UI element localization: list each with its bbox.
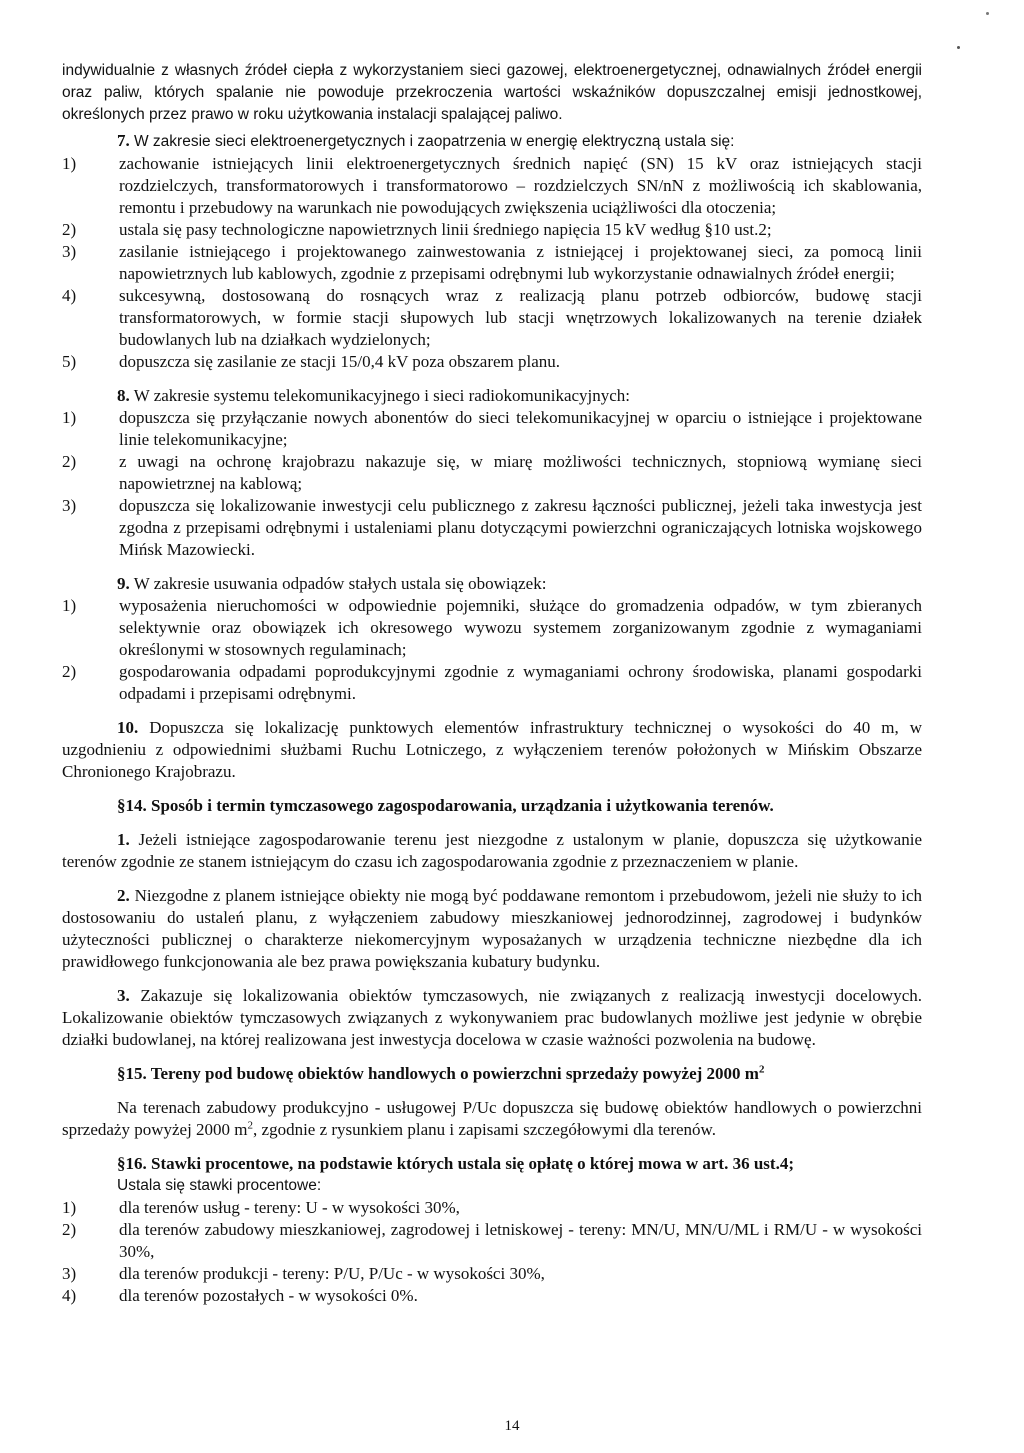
list-item-number: 4): [62, 1286, 77, 1305]
section-9-lead: [62, 573, 922, 595]
list-item: [62, 351, 922, 373]
list-item-number: 1): [62, 408, 77, 427]
section-9-lead-text: W zakresie usuwania odpadów stałych ustala się obowiązek:: [133, 574, 547, 593]
list-item: [62, 495, 922, 561]
point-text: Niezgodne z planem istniejące obiekty nie mogą być poddawane remontom i przebudowom, jeżeli nie służy to ich dostosowaniu do ustaleń planu, z wyłączeniem zabudowy mieszkaniowej jednorodzinnej, zagrodowej i budynków użyteczności publicznej o charakterze niekomercyjnym wyposażanych w urządzenia techniczne niezbędne dla ich prawidłowego funkcjonowania ale bez prawa powiększania kubatury budynku.: [62, 886, 922, 971]
list-item-number: 5): [62, 352, 77, 371]
list-item: [62, 661, 922, 705]
superscript: 2: [247, 1119, 254, 1132]
list-item: [62, 1263, 922, 1285]
paragraph-15-text-b: , zgodnie z rysunkiem planu i zapisami szczegółowymi dla terenów.: [253, 1120, 716, 1139]
list-item-text: gospodarowania odpadami poprodukcyjnymi zgodnie z wymaganiami ochrony środowiska, planami gospodarki odpadami i przepisami odrębnymi.: [119, 662, 922, 703]
section-number: 10.: [117, 718, 139, 737]
section-10-text: Dopuszcza się lokalizację punktowych elementów infrastruktury technicznej o wysokości do 40 m, w uzgodnieniu z odpowiednimi służbami Ruchu Lotniczego, z wyłączeniem terenów położonych w Mińskim Obszarze Chronionego Krajobrazu.: [62, 718, 922, 781]
section-10: [62, 717, 922, 783]
point-text: Jeżeli istniejące zagospodarowanie terenu jest niezgodne z ustalonym w planie, dopuszcza się użytkowanie terenów zgodnie ze stanem istniejącym do czasu ich zagospodarowania zgodnie z przeznaczeniem w planie.: [62, 830, 922, 871]
list-item: [62, 407, 922, 451]
list-item-text: dopuszcza się lokalizowanie inwestycji celu publicznego z zakresu łączności publicznej, jeżeli taka inwestycja jest zgodna z przepisami odrębnymi i ustaleniami planu dotyczącymi powierzchni ograniczających lotniska wojskowego Mińsk Mazowiecki.: [119, 496, 922, 559]
list-item-number: 3): [62, 1264, 77, 1283]
paragraph-15-text-a: Na terenach zabudowy produkcyjno - usługowej P/Uc dopuszcza się budowę obiektów handlowych o powierzchni sprzedaży powyżej 2000 m: [62, 1098, 922, 1139]
point-text: Zakazuje się lokalizowania obiektów tymczasowych, nie związanych z realizacją inwestycji docelowych. Lokalizowanie obiektów tymczasowych związanych z wykonywaniem prac budowlanych możliwe jest jedynie w obrębie działki budowlanej, na której realizowana jest inwestycja docelowa w czasie ważności pozwolenia na budowę.: [62, 986, 922, 1049]
paragraph-15-heading-text: §15. Tereny pod budowę obiektów handlowych o powierzchni sprzedaży powyżej 2000 m: [117, 1064, 759, 1083]
list-item-text: zasilanie istniejącego i projektowanego zainwestowania z istniejącej i projektowanej sieci, za pomocą linii napowietrznych lub kablowych, zgodnie z przepisami odrębnymi lub wykorzystanie odnawialnych źródeł energii;: [119, 242, 922, 283]
list-item-text: dla terenów produkcji - tereny: P/U, P/Uc - w wysokości 30%,: [119, 1264, 545, 1283]
list-item-text: dopuszcza się zasilanie ze stacji 15/0,4 kV poza obszarem planu.: [119, 352, 561, 371]
list-item-text: dopuszcza się przyłączanie nowych abonentów do sieci telekomunikacyjnej w oparciu o istniejące i projektowane linie telekomunikacyjne;: [119, 408, 922, 449]
page-content: [62, 60, 922, 1307]
list-item-number: 2): [62, 452, 77, 471]
scan-speck: [957, 46, 960, 49]
point-number: 3.: [117, 986, 130, 1005]
page-number: 14: [504, 1418, 520, 1434]
paragraph-14-point: [62, 885, 922, 973]
paragraph-14-point: [62, 829, 922, 873]
list-item-number: 3): [62, 242, 77, 261]
section-number: 8.: [117, 386, 130, 405]
paragraph-15-heading: [62, 1063, 922, 1085]
list-item-text: dla terenów zabudowy mieszkaniowej, zagrodowej i letniskowej - tereny: MN/U, MN/U/ML i RM/U - w wysokości 30%,: [119, 1220, 922, 1261]
point-number: 2.: [117, 886, 130, 905]
paragraph-16-heading: §16. Stawki procentowe, na podstawie których ustala się opłatę o której mowa w art. 36 ust.4;: [117, 1154, 794, 1173]
intro-paragraph: indywidualnie z własnych źródeł ciepła z wykorzystaniem sieci gazowej, elektroenergetycznej, odnawialnych źródeł energii oraz paliw, których spalanie nie powoduje przekroczenia wartości wskaźników dopuszczalnej emisji jednostkowej, określonych przez prawo w roku użytkowania instalacji spalającej paliwo.: [62, 62, 922, 123]
list-item: [62, 1197, 922, 1219]
list-item: [62, 285, 922, 351]
list-item-text: sukcesywną, dostosowaną do rosnących wraz z realizacją planu potrzeb odbiorców, budowę stacji transformatorowych, w formie stacji słupowych lub stacji wnętrzowych lokalizowanych na terenie działek budowlanych lub na działkach wydzielonych;: [119, 286, 922, 349]
list-item-text: z uwagi na ochronę krajobrazu nakazuje się, w miarę możliwości technicznych, stopniową wymianę sieci napowietrznej na kablową;: [119, 452, 922, 493]
list-item-number: 2): [62, 1220, 77, 1239]
section-7-lead-text: W zakresie sieci elektroenergetycznych i zaopatrzenia w energię elektryczną ustala się:: [134, 133, 735, 150]
list-item: [62, 451, 922, 495]
point-number: 1.: [117, 830, 130, 849]
section-8-lead-text: W zakresie systemu telekomunikacyjnego i sieci radiokomunikacyjnych:: [133, 386, 631, 405]
paragraph-14-heading: §14. Sposób i termin tymczasowego zagospodarowania, urządzania i użytkowania terenów.: [117, 796, 774, 815]
section-number: 9.: [117, 574, 130, 593]
paragraph-15-text: [62, 1097, 922, 1141]
list-item-number: 2): [62, 220, 77, 239]
section-8-lead: [62, 385, 922, 407]
scan-speck: [986, 12, 989, 15]
list-item-number: 3): [62, 496, 77, 515]
list-item-text: dla terenów pozostałych - w wysokości 0%.: [119, 1286, 418, 1305]
list-item-text: zachowanie istniejących linii elektroenergetycznych średnich napięć (SN) 15 kV oraz istniejących stacji rozdzielczych, transformatorowych i transformatorowo – rozdzielczych SN/nN z możliwością ich skablowania, remontu i przebudowy na warunkach nie powodujących zwiększenia uciążliwości dla otoczenia;: [119, 154, 922, 217]
section-7-lead: [62, 130, 922, 153]
list-item-number: 2): [62, 662, 77, 681]
list-item-text: wyposażenia nieruchomości w odpowiednie pojemniki, służące do gromadzenia odpadów, w tym zbieranych selektywnie oraz obowiązek ich okresowego wywozu systemem zorganizowanym zgodnie z wymaganiami określonymi w stosownych regulaminach;: [119, 596, 922, 659]
paragraph-14-point: [62, 985, 922, 1051]
section-number: 7.: [117, 131, 130, 150]
list-item-number: 1): [62, 596, 77, 615]
list-item: [62, 1285, 922, 1307]
list-item-number: 4): [62, 286, 77, 305]
list-item: [62, 219, 922, 241]
list-item: [62, 595, 922, 661]
list-item: [62, 241, 922, 285]
list-item-text: ustala się pasy technologiczne napowietrznych linii średniego napięcia 15 kV według §10 ust.2;: [119, 220, 772, 239]
paragraph-16-lead: Ustala się stawki procentowe:: [117, 1177, 322, 1194]
list-item-text: dla terenów usług - tereny: U - w wysokości 30%,: [119, 1198, 460, 1217]
superscript: 2: [758, 1063, 765, 1076]
list-item: [62, 153, 922, 219]
list-item: [62, 1219, 922, 1263]
list-item-number: 1): [62, 154, 77, 173]
list-item-number: 1): [62, 1198, 77, 1217]
